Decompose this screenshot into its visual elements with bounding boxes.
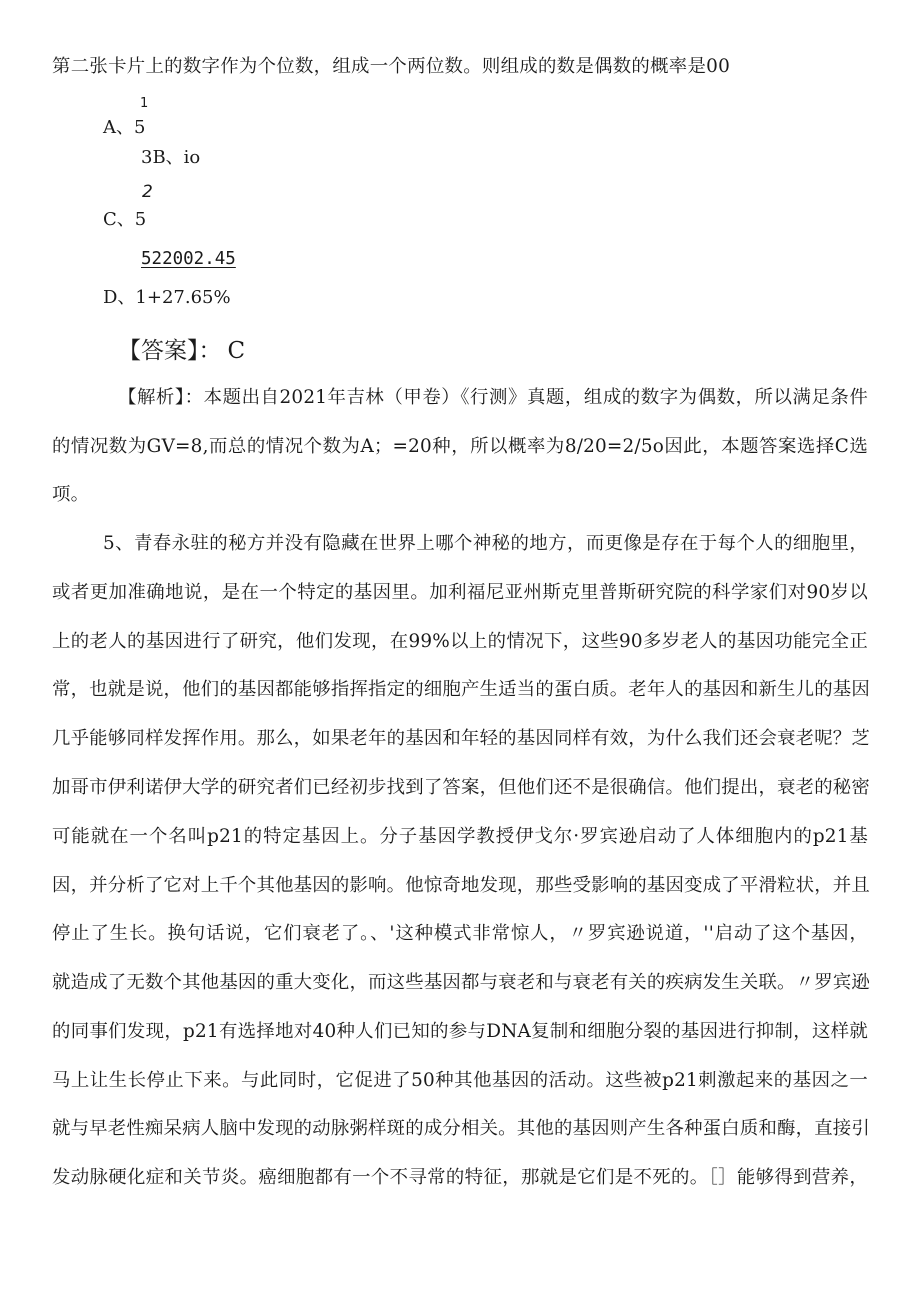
- passage-line: 可能就在一个名叫p21的特定基因上。分子基因学教授伊戈尔·罗宾逊启动了人体细胞内的p21基: [52, 826, 868, 847]
- passage-line: 加哥市伊利诺伊大学的研究者们已经初步找到了答案，但他们还不是很确信。他们提出，衰老的秘密: [52, 777, 870, 798]
- passage-line: 就造成了无数个其他基因的重大变化，而这些基因都与衰老和与衰老有关的疾病发生关联。〃罗宾逊: [52, 972, 870, 993]
- option-a: A、5: [103, 117, 146, 138]
- option-b: 3B、io: [141, 147, 201, 168]
- option-c: C、5: [103, 209, 147, 230]
- passage-line: 发动脉硬化症和关节炎。癌细胞都有一个不寻常的特征，那就是它们是不死的。［］能够得到营养，: [52, 1167, 868, 1188]
- option-c-extra: 522002.45: [141, 249, 236, 269]
- question-4-stem: 第二张卡片上的数字作为个位数，组成一个两位数。则组成的数是偶数的概率是00: [52, 56, 731, 77]
- explanation-line: 【解析】：本题出自2021年吉林（甲卷）《行测》真题，组成的数字为偶数，所以满足条件: [118, 387, 868, 408]
- passage-line: 几乎能够同样发挥作用。那么，如果老年的基因和年轻的基因同样有效，为什么我们还会衰老呢？芝: [52, 728, 870, 749]
- option-c-superscript: 2: [142, 182, 153, 202]
- option-d: D、1+27.65%: [103, 287, 231, 308]
- passage-line: 马上让生长停止下来。与此同时，它促进了50种其他基因的活动。这些被p21刺激起来的基因之一: [52, 1070, 868, 1091]
- answer-line: [118, 336, 245, 366]
- passage-line: 常，也就是说，他们的基因都能够指挥指定的细胞产生适当的蛋白质。老年人的基因和新生儿的基因: [52, 679, 870, 700]
- passage-line: 就与早老性痴呆病人脑中发现的动脉粥样斑的成分相关。其他的基因则产生各种蛋白质和酶，直接引: [52, 1118, 870, 1139]
- explanation-line: 的情况数为GV=8,而总的情况个数为A；=20种，所以概率为8/20=2/5o因此，本题答案选择C选: [52, 436, 868, 457]
- answer-value: C: [227, 338, 246, 364]
- answer-label: 【答案】：: [118, 338, 222, 364]
- passage-line: 的同事们发现，p21有选择地对40种人们已知的参与DNA复制和细胞分裂的基因进行抑制，这样就: [52, 1021, 868, 1042]
- passage-line: 因，并分析了它对上千个其他基因的影响。他惊奇地发现，那些受影响的基因变成了平滑粒状，并且: [52, 875, 870, 896]
- explanation-line: 项。: [52, 484, 90, 505]
- passage-line: 停止了生长。换句话说，它们衰老了。、'这种模式非常惊人，〃罗宾逊说道，''启动了这个基因，: [52, 923, 868, 944]
- option-a-superscript: 1: [140, 96, 149, 111]
- passage-line: 5、青春永驻的秘方并没有隐藏在世界上哪个神秘的地方，而更像是存在于每个人的细胞里，: [103, 533, 868, 554]
- passage-line: 或者更加准确地说，是在一个特定的基因里。加利福尼亚州斯克里普斯研究院的科学家们对90岁以: [52, 582, 868, 603]
- passage-line: 上的老人的基因进行了研究，他们发现，在99%以上的情况下，这些90多岁老人的基因功能完全正: [52, 631, 868, 652]
